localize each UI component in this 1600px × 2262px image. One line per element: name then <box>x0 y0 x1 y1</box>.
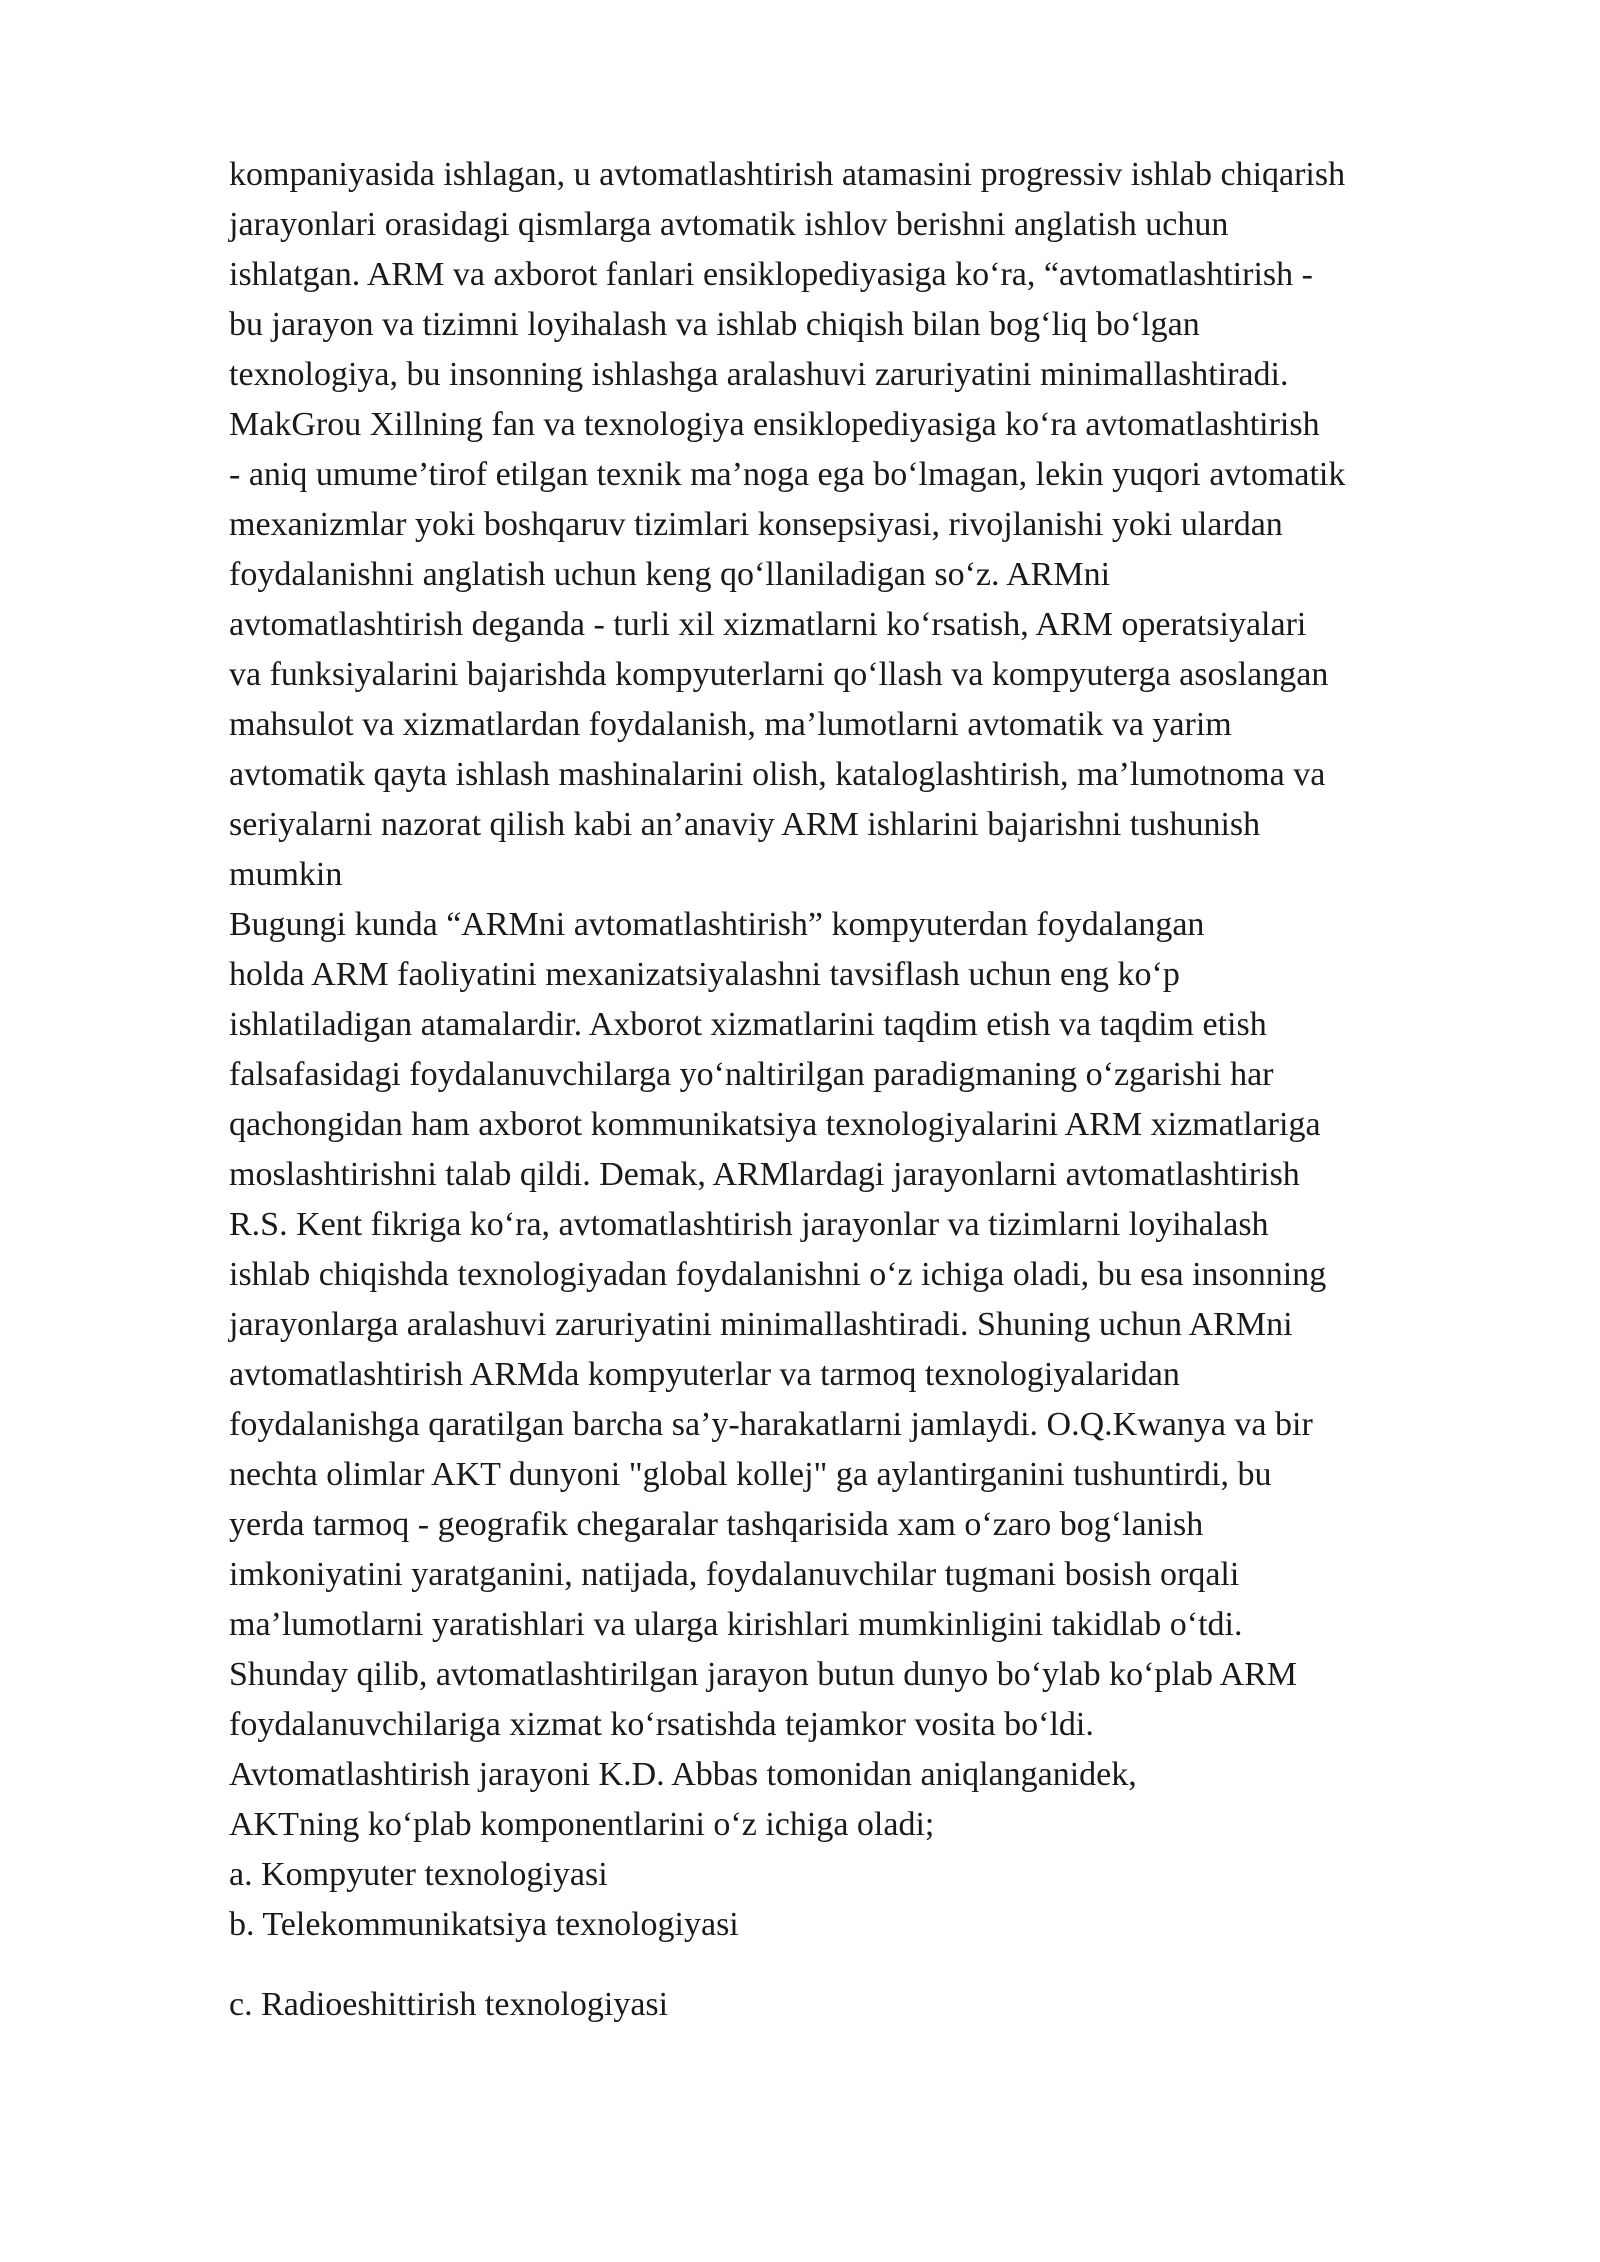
text-line: jarayonlarga aralashuvi zaruriyatini minimallashtiradi. Shuning uchun ARMni <box>229 1306 1293 1343</box>
text-line: mexanizmlar yoki boshqaruv tizimlari konsepsiyasi, rivojlanishi yoki ulardan <box>229 506 1283 543</box>
text-line: yerda tarmoq - geografik chegaralar tashqarisida xam o‘zaro bog‘lanish <box>229 1506 1204 1543</box>
text-line: falsafasidagi foydalanuvchilarga yo‘naltirilgan paradigmaning o‘zgarishi har <box>229 1056 1274 1093</box>
text-line: mahsulot va xizmatlardan foydalanish, ma’lumotlarni avtomatik va yarim <box>229 706 1232 743</box>
text-line: imkoniyatini yaratganini, natijada, foydalanuvchilar tugmani bosish orqali <box>229 1556 1240 1593</box>
list-item-a: a. Kompyuter texnologiyasi <box>229 1856 608 1893</box>
text-line: Bugungi kunda “ARMni avtomatlashtirish” kompyuterdan foydalangan <box>229 906 1205 943</box>
text-line: foydalanishni anglatish uchun keng qo‘llaniladigan so‘z. ARMni <box>229 556 1111 593</box>
text-line: Avtomatlashtirish jarayoni K.D. Abbas tomonidan aniqlanganidek, <box>229 1756 1137 1793</box>
text-line: ishlab chiqishda texnologiyadan foydalanishni o‘z ichiga oladi, bu esa insonning <box>229 1256 1327 1293</box>
text-line: moslashtirishni talab qildi. Demak, ARMlardagi jarayonlarni avtomatlashtirish <box>229 1156 1300 1193</box>
text-line: ishlatgan. ARM va axborot fanlari ensiklopediyasiga ko‘ra, “avtomatlashtirish - <box>229 256 1313 293</box>
text-line: mumkin <box>229 856 343 893</box>
text-line: - aniq umume’tirof etilgan texnik ma’noga ega bo‘lmagan, lekin yuqori avtomatik <box>229 456 1346 493</box>
text-line: ma’lumotlarni yaratishlari va ularga kirishlari mumkinligini takidlab o‘tdi. <box>229 1606 1243 1643</box>
list-item-b: b. Telekommunikatsiya texnologiyasi <box>229 1906 739 1943</box>
text-line: avtomatlashtirish ARMda kompyuterlar va tarmoq texnologiyalaridan <box>229 1356 1180 1393</box>
text-line: Shunday qilib, avtomatlashtirilgan jarayon butun dunyo bo‘ylab ko‘plab ARM <box>229 1656 1298 1693</box>
text-line: bu jarayon va tizimni loyihalash va ishlab chiqish bilan bog‘liq bo‘lgan <box>229 306 1200 343</box>
body-text <box>229 150 1479 1950</box>
text-line: R.S. Kent fikriga ko‘ra, avtomatlashtirish jarayonlar va tizimlarni loyihalash <box>229 1206 1269 1243</box>
text-line: holda ARM faoliyatini mexanizatsiyalashni tavsiflash uchun eng ko‘p <box>229 956 1180 993</box>
text-line: seriyalarni nazorat qilish kabi an’anaviy ARM ishlarini bajarishni tushunish <box>229 806 1261 843</box>
text-line: avtomatlashtirish deganda - turli xil xizmatlarni ko‘rsatish, ARM operatsiyalari <box>229 606 1307 643</box>
text-line: foydalanishga qaratilgan barcha sa’y-harakatlarni jamlaydi. O.Q.Kwanya va bir <box>229 1406 1313 1443</box>
text-line: qachongidan ham axborot kommunikatsiya texnologiyalarini ARM xizmatlariga <box>229 1106 1321 1143</box>
text-line: MakGrou Xillning fan va texnologiya ensiklopediyasiga ko‘ra avtomatlashtirish <box>229 406 1320 443</box>
text-line: nechta olimlar AKT dunyoni "global kollej" ga aylantirganini tushuntirdi, bu <box>229 1456 1272 1493</box>
text-line: ishlatiladigan atamalardir. Axborot xizmatlarini taqdim etish va taqdim etish <box>229 1006 1267 1043</box>
text-line: AKTning ko‘plab komponentlarini o‘z ichiga oladi; <box>229 1806 935 1843</box>
text-line: avtomatik qayta ishlash mashinalarini olish, kataloglashtirish, ma’lumotnoma va <box>229 756 1326 793</box>
text-line: jarayonlari orasidagi qismlarga avtomatik ishlov berishni anglatish uchun <box>229 206 1229 243</box>
text-line: texnologiya, bu insonning ishlashga aralashuvi zaruriyatini minimallashtiradi. <box>229 356 1289 393</box>
list-item-c: c. Radioeshittirish texnologiyasi <box>229 1986 669 2023</box>
text-line: va funksiyalarini bajarishda kompyuterlarni qo‘llash va kompyuterga asoslangan <box>229 656 1329 693</box>
list-block <box>229 1980 1479 2030</box>
text-line: foydalanuvchilariga xizmat ko‘rsatishda tejamkor vosita bo‘ldi. <box>229 1706 1094 1743</box>
text-line: kompaniyasida ishlagan, u avtomatlashtirish atamasini progressiv ishlab chiqarish <box>229 156 1346 193</box>
